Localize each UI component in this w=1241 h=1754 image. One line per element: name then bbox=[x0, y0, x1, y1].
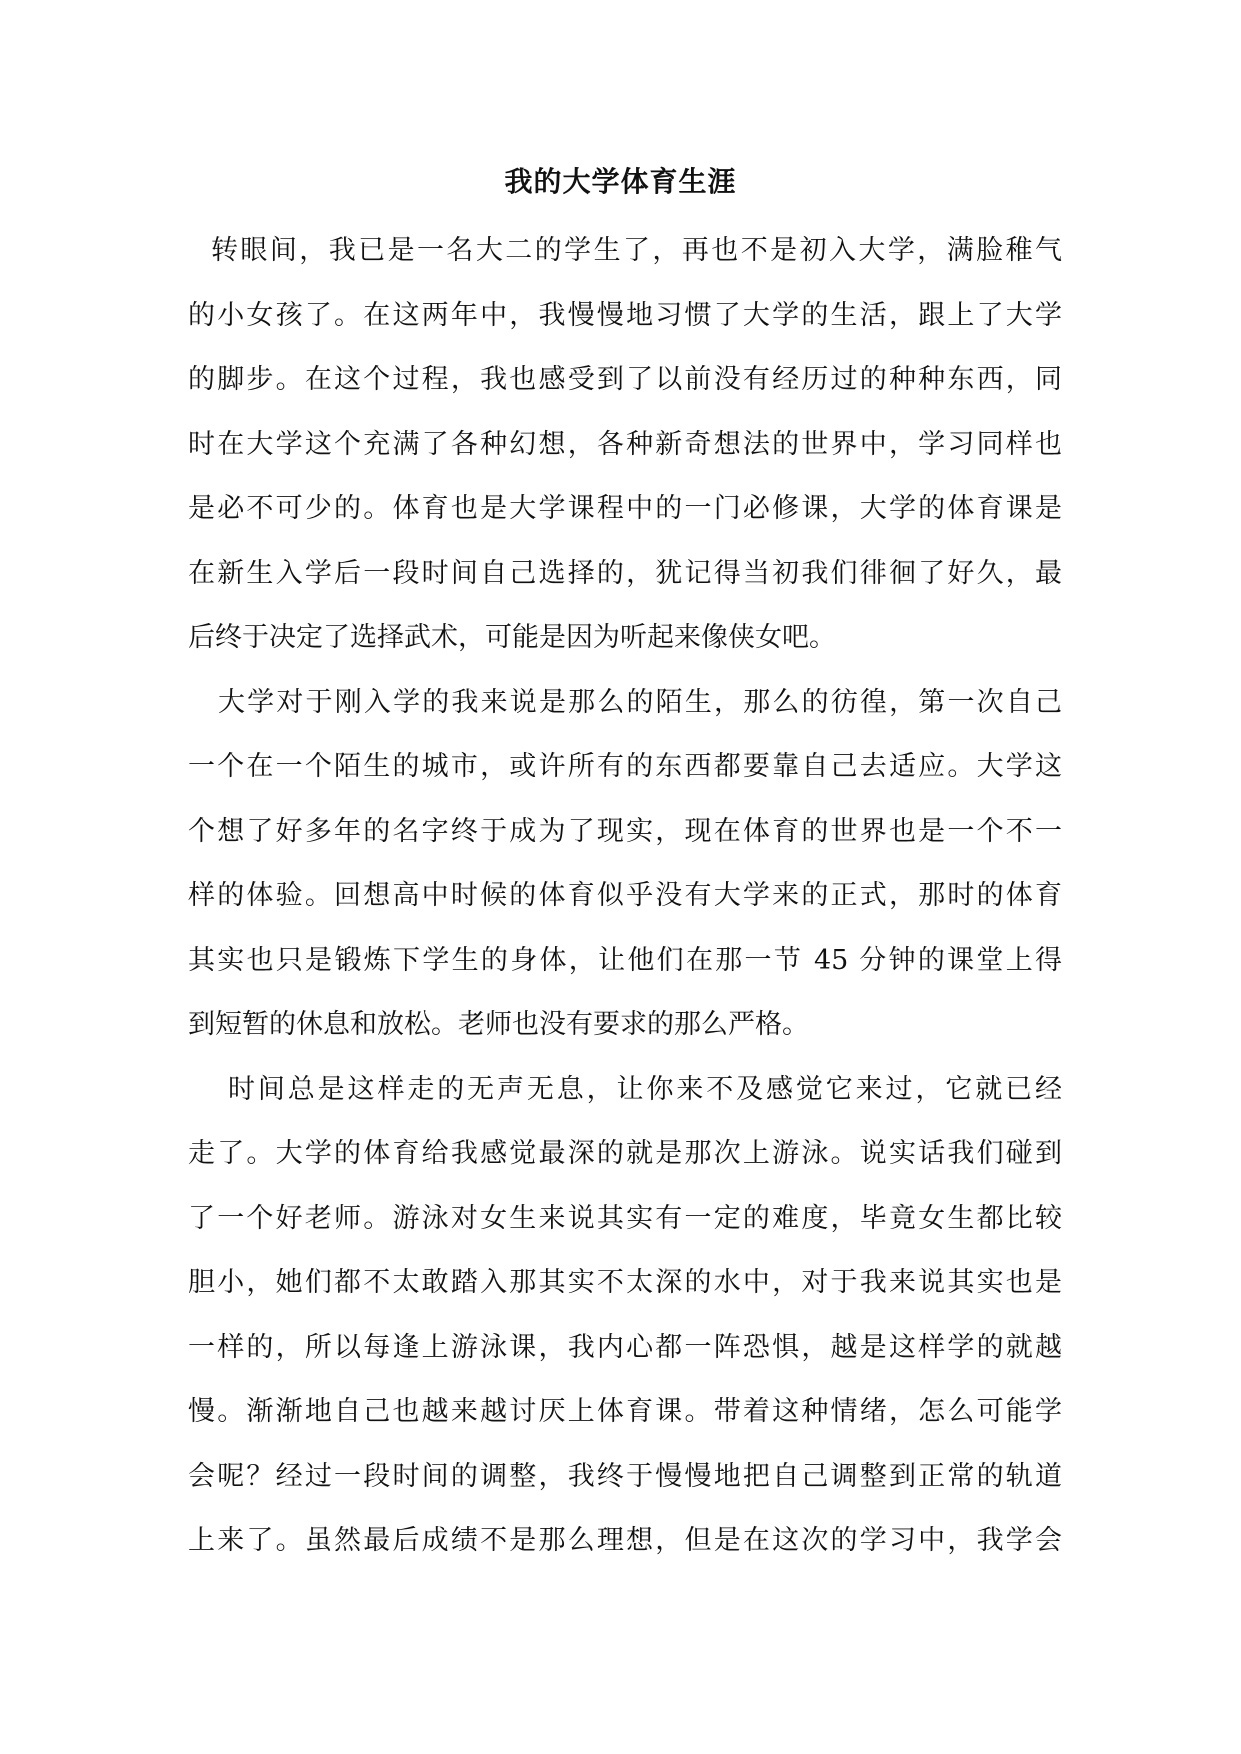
text-line: 样的体验。回想高中时候的体育似乎没有大学来的正式，那时的体育 bbox=[188, 880, 1062, 911]
text-line: 是必不可少的。体育也是大学课程中的一门必修课，大学的体育课是 bbox=[188, 493, 1062, 524]
text-line: 慢。渐渐地自己也越来越讨厌上体育课。带着这种情绪，怎么可能学 bbox=[188, 1396, 1062, 1427]
document-body bbox=[188, 219, 1062, 1574]
document-title: 我的大学体育生涯 bbox=[504, 165, 737, 198]
text-line: 时间总是这样走的无声无息，让你来不及感觉它来过，它就已经 bbox=[228, 1073, 1062, 1105]
text-line: 胆小，她们都不太敢踏入那其实不太深的水中，对于我来说其实也是 bbox=[188, 1267, 1062, 1298]
text-line: 时在大学这个充满了各种幻想，各种新奇想法的世界中，学习同样也 bbox=[188, 428, 1062, 460]
text-line: 会呢？经过一段时间的调整，我终于慢慢地把自己调整到正常的轨道 bbox=[188, 1460, 1062, 1492]
text-line: 上来了。虽然最后成绩不是那么理想，但是在这次的学习中，我学会 bbox=[188, 1525, 1062, 1556]
text-line: 后终于决定了选择武术，可能是因为听起来像侠女吧。 bbox=[188, 622, 836, 653]
text-line: 其实也只是锻炼下学生的身体，让他们在那一节 45 分钟的课堂上得 bbox=[188, 944, 1062, 976]
text-line: 大学对于刚入学的我来说是那么的陌生，那么的彷徨，第一次自己 bbox=[218, 686, 1062, 718]
text-line: 到短暂的休息和放松。老师也没有要求的那么严格。 bbox=[188, 1009, 809, 1040]
text-line: 了一个好老师。游泳对女生来说其实有一定的难度，毕竟女生都比较 bbox=[188, 1202, 1062, 1234]
text-line: 的小女孩了。在这两年中，我慢慢地习惯了大学的生活，跟上了大学 bbox=[188, 299, 1062, 331]
text-line: 的脚步。在这个过程，我也感受到了以前没有经历过的种种东西，同 bbox=[188, 364, 1062, 395]
text-line: 在新生入学后一段时间自己选择的，犹记得当初我们徘徊了好久，最 bbox=[188, 557, 1062, 589]
text-line: 走了。大学的体育给我感觉最深的就是那次上游泳。说实话我们碰到 bbox=[188, 1138, 1062, 1169]
text-line: 一个在一个陌生的城市，或许所有的东西都要靠自己去适应。大学这 bbox=[188, 751, 1062, 782]
text-line: 个想了好多年的名字终于成为了现实，现在体育的世界也是一个不一 bbox=[188, 815, 1062, 847]
text-line: 一样的，所以每逢上游泳课，我内心都一阵恐惧，越是这样学的就越 bbox=[188, 1331, 1062, 1363]
text-line: 转眼间，我已是一名大二的学生了，再也不是初入大学，满脸稚气 bbox=[211, 235, 1062, 266]
